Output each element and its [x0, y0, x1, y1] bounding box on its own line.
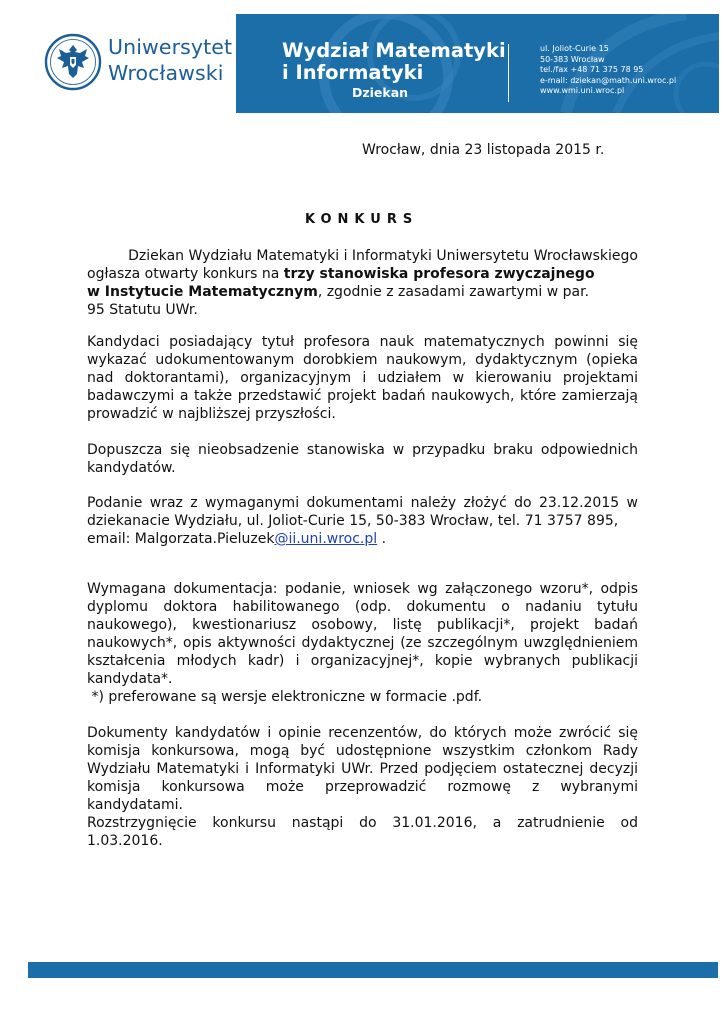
announcement-paragraph: [87, 247, 638, 319]
electronic-format-note: *) preferowane są wersje elektroniczne w formacie .pdf.: [87, 689, 483, 705]
document-title: KONKURS: [305, 212, 419, 227]
resolution-paragraph: Rozstrzygnięcie konkursu nastąpi do 31.01.2016, a zatrudnienie od 1.03.2016.: [87, 815, 638, 849]
faculty-name-line2: i Informatyki: [282, 61, 424, 84]
contact-postcode: 50-383 Wrocław: [540, 54, 605, 64]
requirements-paragraph: Kandydaci posiadający tytuł profesora nauk matematycznych powinni się wykazać udokumentowanym dorobkiem naukowym, dydaktycznym (opieka nad doktorantami), organizacyjnym i udziałem w kierowaniu projektami badawczymi a także przedstawić projekt badań naukowych, które zamierzają prowadzić w najbliższej przyszłości.: [87, 334, 638, 422]
banner-divider: [508, 44, 509, 102]
university-logo: [44, 30, 234, 96]
documentation-paragraph: [87, 580, 638, 706]
contact-phone: tel./fax +48 71 375 78 95: [540, 65, 644, 75]
eagle-crest-icon: [44, 32, 102, 92]
contact-block: [540, 44, 676, 97]
document-date: Wrocław, dnia 23 listopada 2015 r.: [362, 142, 605, 158]
vacancy-note-paragraph: Dopuszcza się nieobsadzenie stanowiska w przypadku braku odpowiednich kandydatów.: [87, 442, 638, 476]
announcement-line4: 95 Statutu UWr.: [87, 302, 198, 318]
submission-paragraph: [87, 494, 638, 548]
review-paragraph: Dokumenty kandydatów i opinie recenzentów, do których może zwrócić się komisja konkursowa, mogą być udostępnione wszystkim członkom Rady Wydziału Matematyki i Informatyki UWr. Przed podjęciem ostatecznej decyzji komisja konkursowa może przeprowadzić rozmowę z wybranymi kandydatami.: [87, 725, 638, 813]
office-label: Dziekan: [352, 85, 409, 100]
university-name-line2: Wrocławski: [108, 61, 224, 85]
contact-website: www.wmi.uni.wroc.pl: [540, 86, 625, 96]
faculty-banner: [236, 14, 719, 113]
announcement-line2: ogłasza otwarty konkurs na trzy stanowiska profesora zwyczajnego: [87, 266, 595, 282]
documentation-text: Wymagana dokumentacja: podanie, wniosek wg załączonego wzoru*, odpis dyplomu doktora habilitowanego (odp. dokumentu o nadaniu tytułu naukowego), kwestionariusz osobowy, listę publikacji*, projekt badań naukowych*, opis aktywności dydaktycznej (ze szczególnym uwzględnieniem kształcenia młodych kadr) i organizacyjnej*, kopie wybranych publikacji kandydata*.: [87, 581, 638, 687]
submission-text: Podanie wraz z wymaganymi dokumentami należy złożyć do 23.12.2015 w dziekanacie Wydziału, ul. Joliot-Curie 15, 50-383 Wrocław, tel. 71 3757 895,: [87, 495, 638, 529]
contact-email: e-mail: dziekan@math.uni.wroc.pl: [540, 75, 677, 85]
faculty-name-line1: Wydział Matematyki: [282, 39, 506, 62]
email-link[interactable]: @ii.uni.wroc.pl: [274, 531, 378, 547]
position-count: trzy stanowiska profesora zwyczajnego: [283, 266, 595, 282]
announcement-line1: Dziekan Wydziału Matematyki i Informatyki Uniwersytetu Wrocławskiego: [128, 248, 638, 264]
email-line: email: Malgorzata.Pieluzek@ii.uni.wroc.pl .: [87, 531, 387, 547]
announcement-line3: w Instytucie Matematycznym, zgodnie z zasadami zawartymi w par.: [87, 284, 590, 300]
footer-bar: [28, 962, 718, 978]
university-name-line1: Uniwersytet: [108, 35, 233, 59]
institute-name: w Instytucie Matematycznym: [87, 284, 318, 300]
contact-address: ul. Joliot-Curie 15: [540, 44, 609, 53]
